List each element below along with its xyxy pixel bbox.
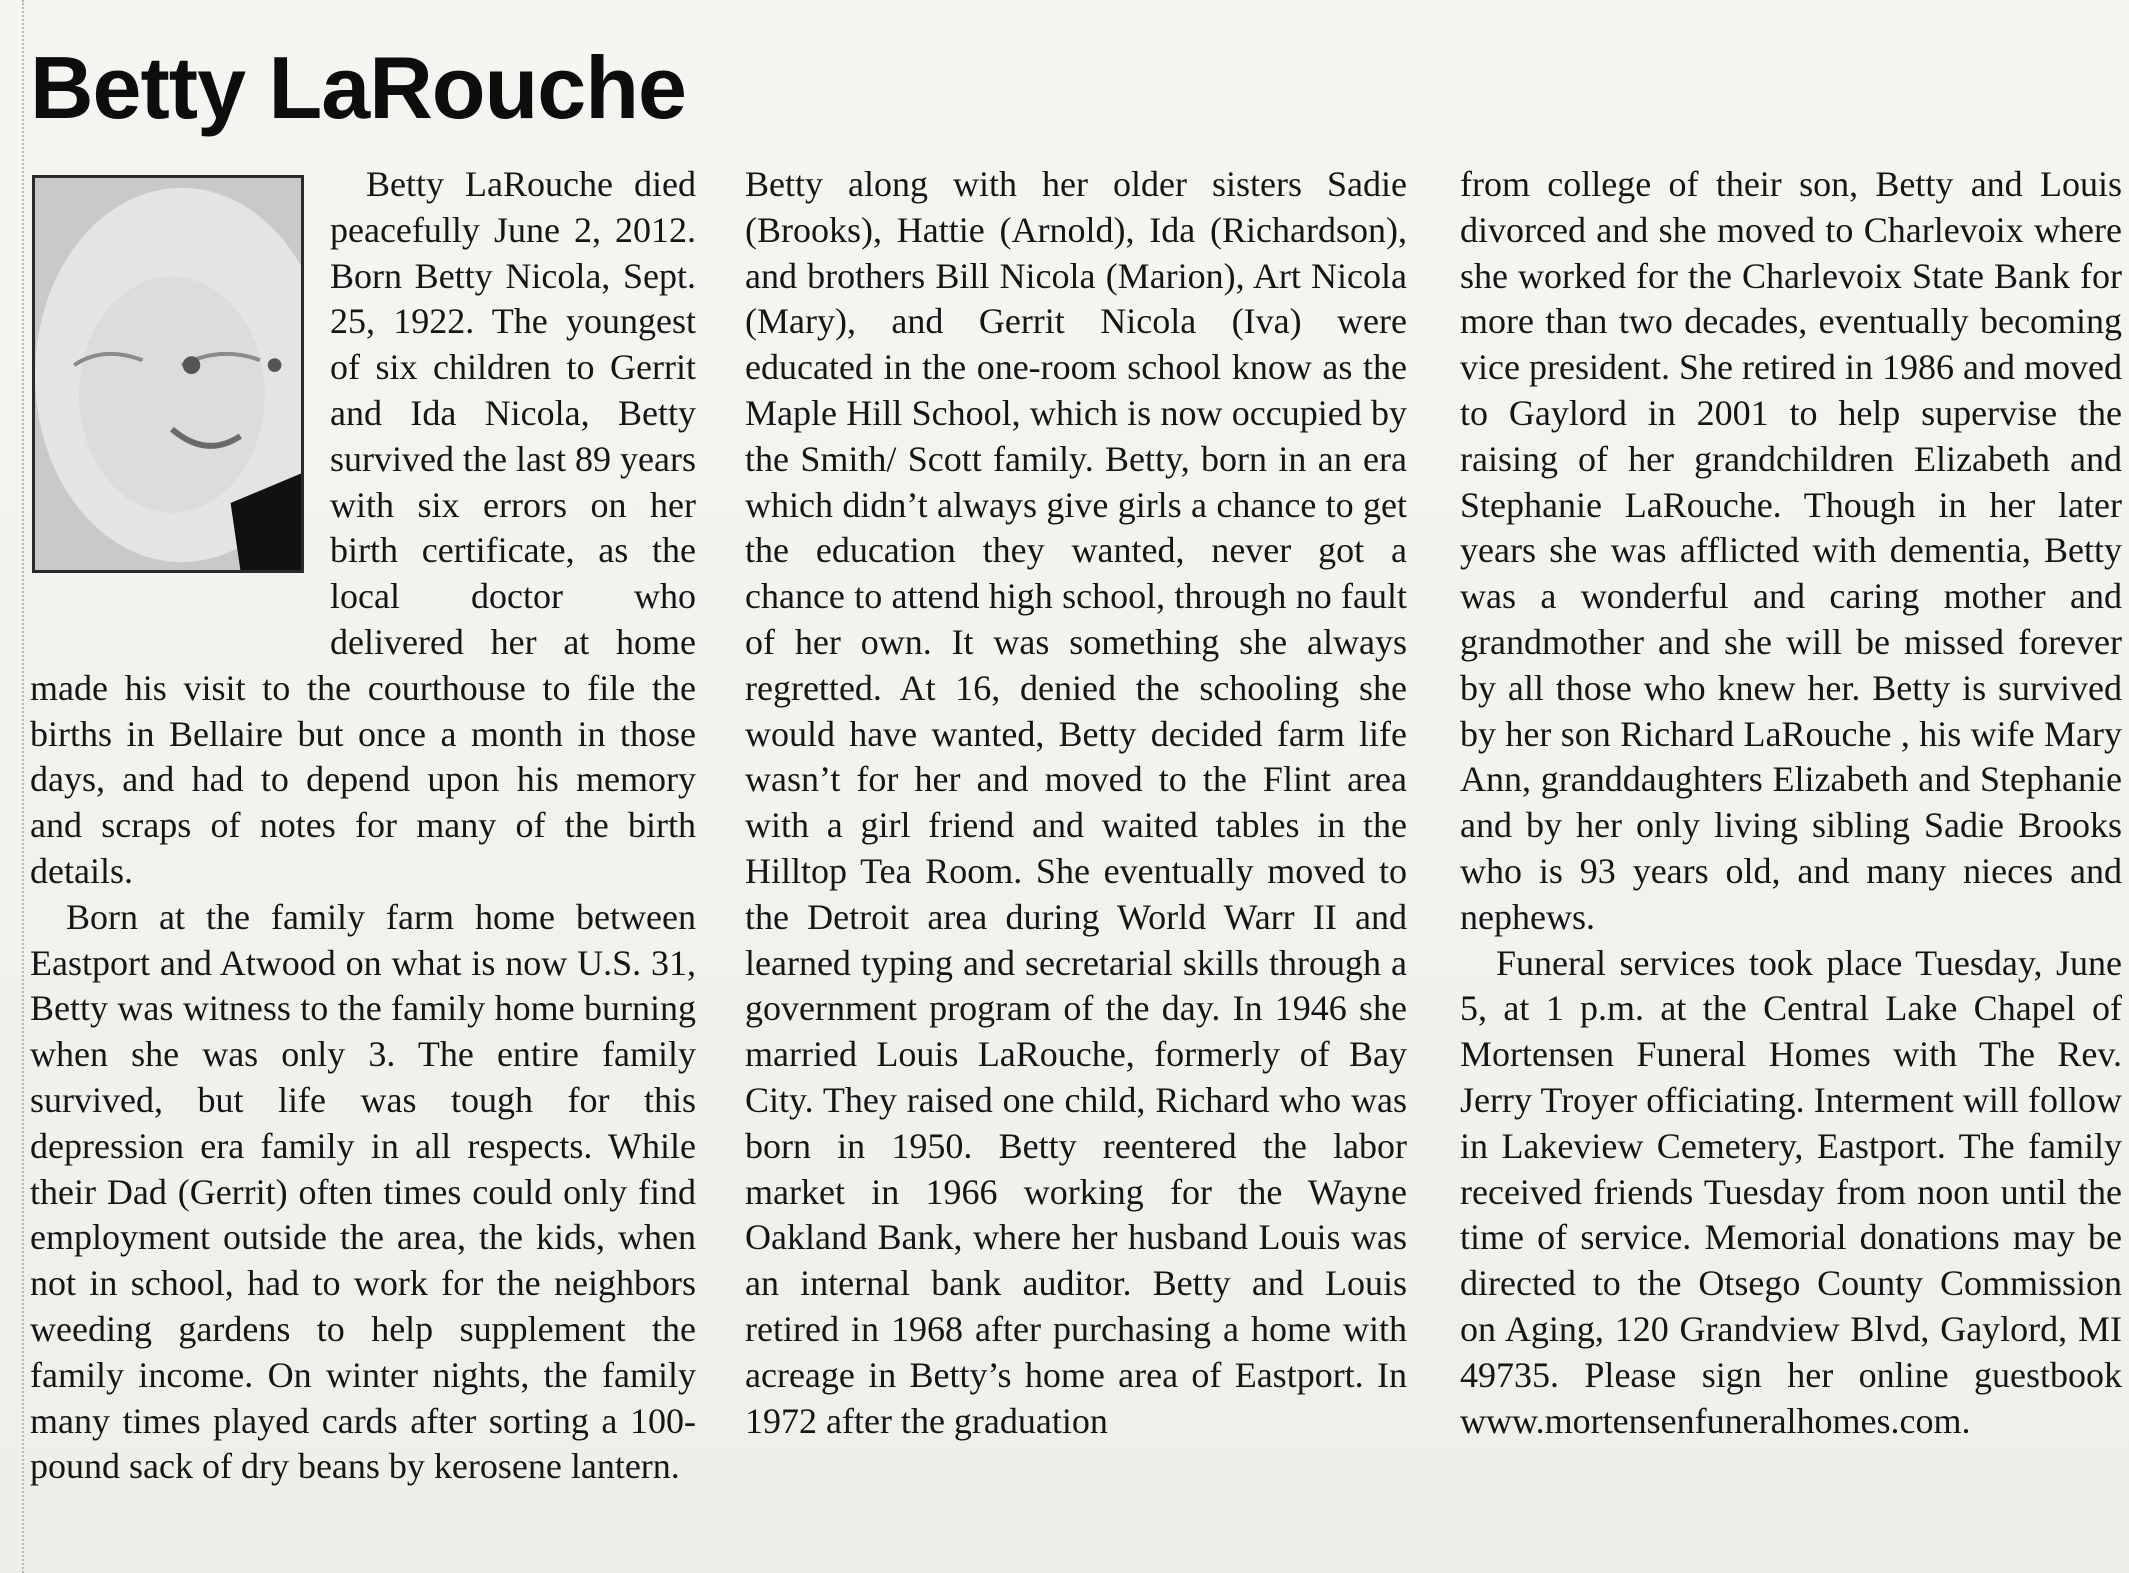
paragraph: Born at the family farm home between Eastport and Atwood on what is now U.S. 31, Betty was witness to the family home burning when she was only 3. The entire family survived, but life was tough for this depression era family in all respects. While their Dad (Gerrit) often times could only find employment outside the area, the kids, when not in school, had to work for the neighbors weeding gardens to help supplement the family income. On winter nights, the family many times played cards after sorting a 100-pound sack of dry beans by kerosene lantern. [30,896,696,1487]
paragraph: Funeral services took place Tuesday, June 5, at 1 p.m. at the Central Lake Chapel of Mortensen Funeral Homes with The Rev. Jerry Troyer officiating. Interment will follow in Lakeview Cemetery, Eastport. The family received friends Tuesday from noon until the time of service. Memorial donations may be directed to the Otsego County Commission on Aging, 120 Grandview Blvd, Gaylord, MI 49735. Please sign her online guestbook www.mortensenfuneralhomes.com. [1460,942,2122,1441]
paragraph: from college of their son, Betty and Louis divorced and she moved to Charlevoix where she worked for the Charlevoix State Bank for more than two decades, eventually becoming vice president. She retired in 1986 and moved to Gaylord in 2001 to help supervise the raising of her grandchildren Elizabeth and Stephanie LaRouche. Though in her later years she was afflicted with dementia, Betty was a wonderful and caring mother and grandmother and she will be missed forever by all those who knew her. Betty is survived by her son Richard LaRouche , his wife Mary Ann, granddaughters Elizabeth and Stephanie and by her only living sibling Sadie Brooks who is 93 years old, and many nieces and nephews. [1460,164,2122,937]
column-1 [30,162,696,1490]
torn-edge [0,0,24,1573]
paragraph: Betty along with her older sisters Sadie (Brooks), Hattie (Arnold), Ida (Richardson), and brothers Bill Nicola (Marion), Art Nicola (Mary), and Gerrit Nicola (Iva) were educated in the one-room school know as the Maple Hill School, which is now occupied by the Smith/ Scott family. Betty, born in an era which didn’t always give girls a chance to get the education they wanted, never got a chance to attend high school, through no fault of her own. It was something she always regretted. At 16, denied the schooling she would have wanted, Betty decided farm life wasn’t for her and moved to the Flint area with a girl friend and waited tables in the Hilltop Tea Room. She eventually moved to the Detroit area during World Warr II and learned typing and secretarial skills through a government program of the day. In 1946 she married Louis LaRouche, formerly of Bay City. They raised one child, Richard who was born in 1950. Betty reentered the labor market in 1966 working for the Wayne Oakland Bank, where her husband Louis was an internal bank auditor. Betty and Louis retired in 1968 after purchasing a home with acreage in Betty’s home area of Eastport. In 1972 after the graduation [745,164,1407,1441]
column-3 [1460,162,2122,1444]
photo-wrap-spacer [30,162,330,630]
paragraph: Betty LaRouche died peacefully June 2, 2012. Born Betty Nicola, Sept. 25, 1922. The youngest of six children to Gerrit and Ida Nicola, Betty survived the last 89 years with six errors on her birth certificate, as the local doctor who delivered her at home made his visit to the courthouse to file the births in Bellaire but once a month in those days, and had to depend upon his memory and scraps of notes for many of the birth details. [30,164,696,891]
column-2 [745,162,1407,1444]
obituary-headline: Betty LaRouche [30,38,686,137]
